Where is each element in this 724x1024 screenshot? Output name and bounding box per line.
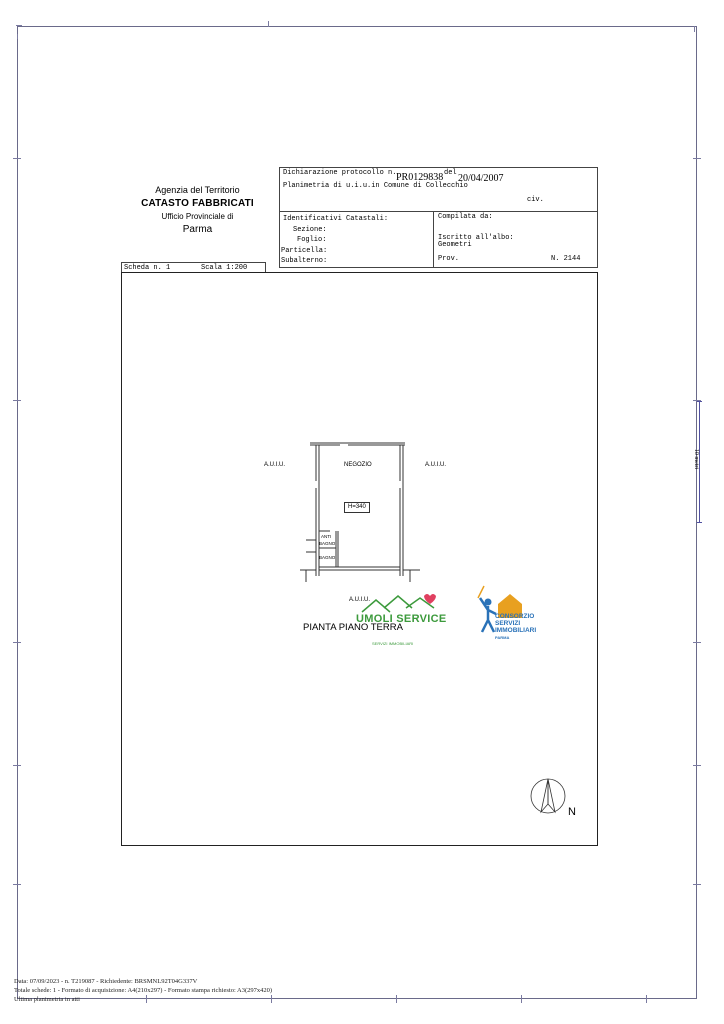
bagno-label: BAGNO bbox=[319, 555, 336, 560]
office-city: Parma bbox=[182, 224, 213, 235]
catasto-title: CATASTO FABBRICATI bbox=[141, 198, 254, 209]
left-logo-subtext: SERVIZI IMMOBILIARI bbox=[372, 641, 414, 646]
adjacent-unit-bottom: A.U.I.U. bbox=[349, 597, 371, 603]
footer-line-1: Data: 07/09/2023 - n. T219087 - Richiedente: BRSMNL92T04G337V bbox=[14, 978, 198, 985]
sezione-label: Sezione: bbox=[293, 226, 327, 234]
scheda-label: Scheda n. 1 bbox=[124, 264, 171, 272]
planimetria-label: Planimetria di u.i.u.in Comune di Collecchio bbox=[283, 182, 468, 190]
right-logo-line3: IMMOBILIARI bbox=[495, 627, 537, 634]
date-label: del bbox=[444, 169, 457, 177]
declaration-label: Dichiarazione protocollo n. bbox=[283, 169, 397, 177]
footer-line-3: Ultima planimetria in atti bbox=[14, 996, 80, 1003]
right-logo-line4: PARMA bbox=[495, 635, 510, 640]
scale-label: Scala 1:200 bbox=[201, 264, 248, 272]
antibagno-label: BAGNO bbox=[319, 541, 336, 546]
right-logo-line1: CONSORZIO bbox=[495, 613, 535, 620]
footer-info bbox=[14, 977, 272, 1004]
scale-bar bbox=[699, 401, 700, 523]
prov-label: Prov. bbox=[438, 255, 460, 263]
north-label: N bbox=[568, 806, 576, 818]
agency-heading bbox=[130, 184, 265, 236]
scale-bar-cap-bottom bbox=[697, 522, 702, 523]
office-label: Ufficio Provinciale di bbox=[161, 212, 234, 221]
civ-label: civ. bbox=[527, 196, 544, 204]
anti-label: ANTI bbox=[321, 534, 332, 539]
compilata-label: Compilata da: bbox=[438, 213, 493, 221]
consorzio-logo-text bbox=[495, 613, 536, 641]
left-logo-text: UMOLI SERVICE bbox=[356, 613, 447, 625]
adjacent-unit-right: A.U.I.U. bbox=[425, 462, 447, 468]
room-height: H=340 bbox=[344, 502, 370, 513]
declaration-date: 20/04/2007 bbox=[458, 173, 504, 184]
room-name: NEGOZIO bbox=[344, 462, 372, 468]
iscritto-label: Iscritto all'albo: bbox=[438, 234, 514, 242]
iscritto-value: Geometri bbox=[438, 241, 472, 249]
scale-bar-label: 10 metri bbox=[693, 448, 700, 470]
protocol-number: PR0129838 bbox=[396, 172, 444, 183]
agency-name: Agenzia del Territorio bbox=[155, 185, 240, 195]
identificativi-label: Identificativi Catastali: bbox=[283, 215, 389, 223]
foglio-label: Foglio: bbox=[297, 236, 327, 244]
particella-label: Particella: bbox=[281, 247, 328, 255]
floor-title: PIANTA PIANO TERRA bbox=[303, 622, 403, 633]
scale-bar-cap-top bbox=[697, 401, 702, 402]
adjacent-unit-left: A.U.I.U. bbox=[264, 462, 286, 468]
registration-number: N. 2144 bbox=[551, 255, 581, 263]
footer-line-2: Totale schede: 1 - Formato di acquisizione: A4(210x297) - Formato stampa richiesto: A3(297x420) bbox=[14, 987, 273, 994]
subalterno-label: Subalterno: bbox=[281, 257, 328, 265]
north-arrow-icon bbox=[528, 776, 568, 816]
right-logo-line2: SERVIZI bbox=[495, 620, 521, 627]
